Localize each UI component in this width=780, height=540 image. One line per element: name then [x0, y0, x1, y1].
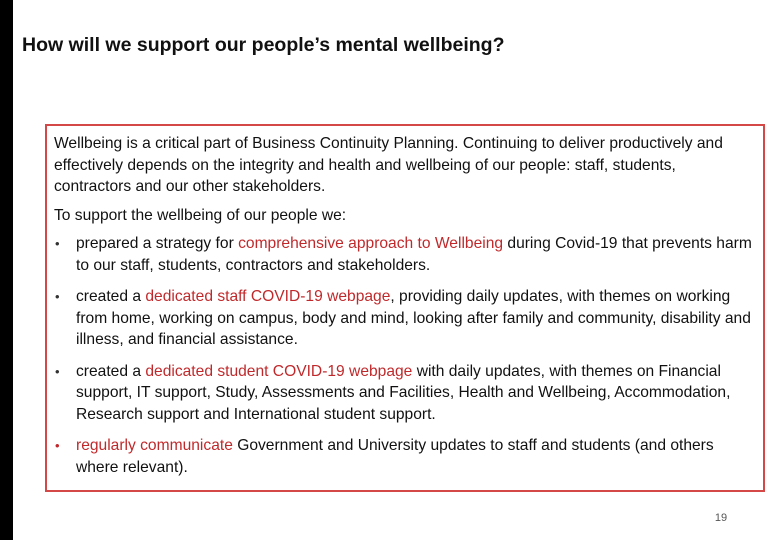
intro-paragraph: Wellbeing is a critical part of Business Continuity Planning. Continuing to deliver productively and effectively depends on the integrity and health and wellbeing of our people: staff, students, contractors and our other stakeholders.: [54, 135, 723, 195]
bullet-text: with daily updates, with themes on Financial support, IT support, Study, Assessments and Facilities, Health and Wellbeing, Accommodation, Research support and International student support.: [76, 362, 731, 423]
bullet-text: , providing daily updates, with themes on working from home, working on campus, body and mind, looking after family and community, disability and illness, and financial assistance.: [76, 288, 751, 348]
bullet-text: created a: [76, 362, 146, 380]
lead-paragraph: To support the wellbeing of our people we:: [54, 206, 347, 224]
bullet-marker: •: [55, 363, 60, 379]
bullet-list: [54, 233, 755, 478]
highlight-link-wellbeing-approach[interactable]: comprehensive approach to Wellbeing: [238, 235, 504, 252]
bullet-marker: •: [55, 236, 60, 251]
bullet-item-strategy: [54, 233, 755, 276]
bullet-text: prepared a strategy for: [76, 235, 239, 252]
content-box: [45, 124, 765, 492]
bullet-text: during Covid-19 that prevents harm to our staff, students, contractors and stakeholders.: [76, 235, 752, 274]
bullet-item-student-webpage: [54, 361, 755, 426]
highlight-link-student-webpage[interactable]: dedicated student COVID-19 webpage: [145, 362, 413, 380]
page-number: 19: [714, 512, 728, 524]
bullet-marker: •: [55, 289, 60, 304]
highlight-link-regularly-communicate[interactable]: regularly communicate: [76, 437, 233, 454]
page-title: How will we support our people’s mental wellbeing?: [22, 34, 505, 56]
bullet-text: created a: [76, 288, 146, 305]
left-accent-bar: [0, 0, 13, 540]
highlight-link-staff-webpage[interactable]: dedicated staff COVID-19 webpage: [145, 288, 391, 305]
bullet-item-communicate: [54, 435, 755, 478]
bullet-marker: •: [55, 438, 60, 453]
bullet-text: Government and University updates to staff and students (and others where relevant).: [76, 437, 714, 476]
bullet-item-staff-webpage: [54, 286, 755, 351]
